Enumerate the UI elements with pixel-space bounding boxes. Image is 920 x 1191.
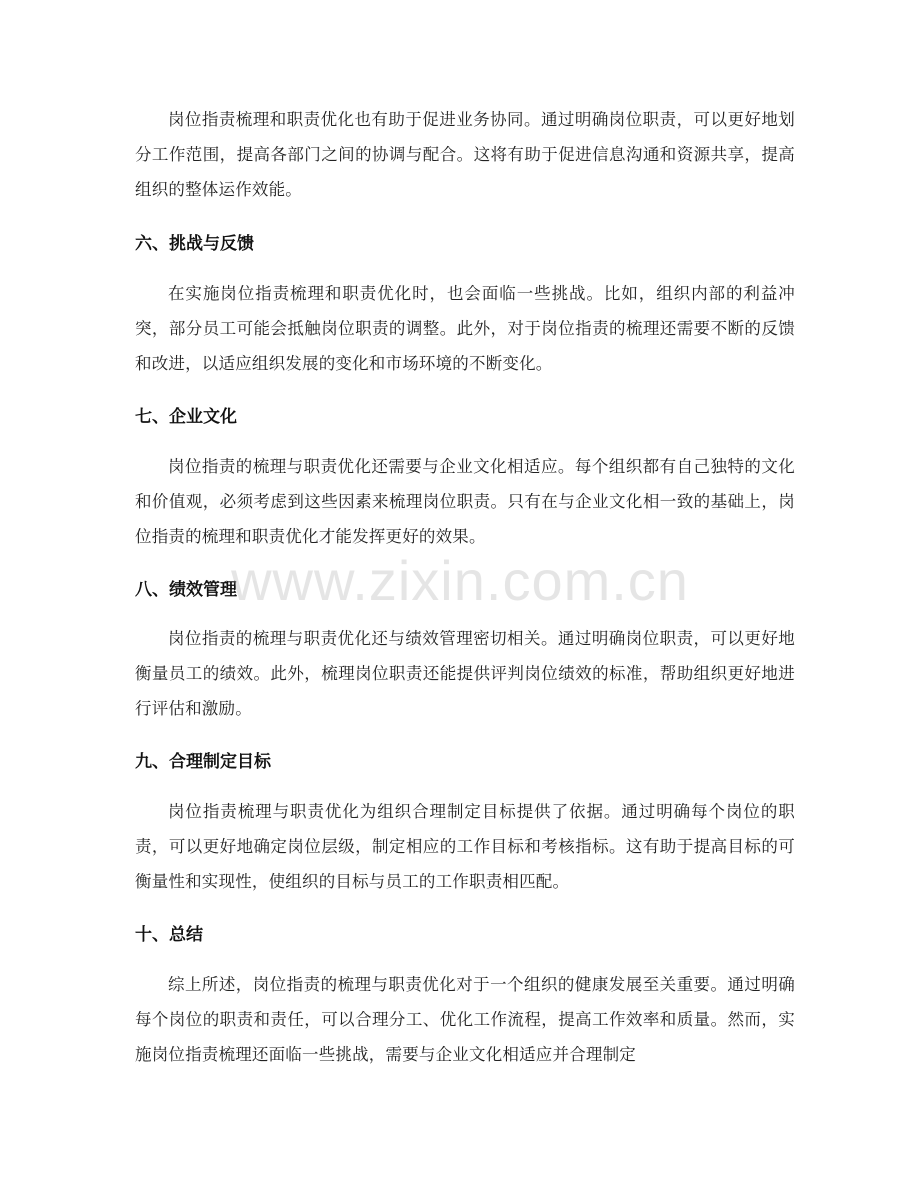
paragraph-business-collaboration: 岗位指责梳理和职责优化也有助于促进业务协同。通过明确岗位职责，可以更好地划分工作范围，提高各部门之间的协调与配合。这将有助于促进信息沟通和资源共享，提高组织的整体运作效能。 (135, 110, 795, 199)
paragraph-section-8: 岗位指责的梳理与职责优化还与绩效管理密切相关。通过明确岗位职责，可以更好地衡量员工的绩效。此外，梳理岗位职责还能提供评判岗位绩效的标准，帮助组织更好地进行评估和激励。 (135, 629, 795, 718)
paragraph-section-6: 在实施岗位指责梳理和职责优化时，也会面临一些挑战。比如，组织内部的利益冲突，部分员工可能会抵触岗位职责的调整。此外，对于岗位指责的梳理还需要不断的反馈和改进，以适应组织发展的变化和市场环境的不断变化。 (135, 284, 795, 373)
paragraph-section-7: 岗位指责的梳理与职责优化还需要与企业文化相适应。每个组织都有自己独特的文化和价值观，必须考虑到这些因素来梳理岗位职责。只有在与企业文化相一致的基础上，岗位指责的梳理和职责优化才能发挥更好的效果。 (135, 457, 795, 546)
section-heading-10: 十、总结 (135, 925, 203, 945)
section-heading-6: 六、挑战与反馈 (135, 234, 254, 254)
section-heading-8: 八、绩效管理 (135, 580, 237, 600)
watermark: www.zixin.com.cn (231, 549, 689, 612)
paragraph-section-9: 岗位指责梳理与职责优化为组织合理制定目标提供了依据。通过明确每个岗位的职责，可以更好地确定岗位层级，制定相应的工作目标和考核指标。这有助于提高目标的可衡量性和实现性，使组织的目标与员工的工作职责相匹配。 (135, 802, 795, 891)
section-heading-7: 七、企业文化 (135, 407, 237, 427)
section-heading-9: 九、合理制定目标 (135, 752, 271, 772)
paragraph-section-10: 综上所述，岗位指责的梳理与职责优化对于一个组织的健康发展至关重要。通过明确每个岗位的职责和责任，可以合理分工、优化工作流程，提高工作效率和质量。然而，实施岗位指责梳理还面临一些挑战，需要与企业文化相适应并合理制定 (135, 975, 795, 1064)
